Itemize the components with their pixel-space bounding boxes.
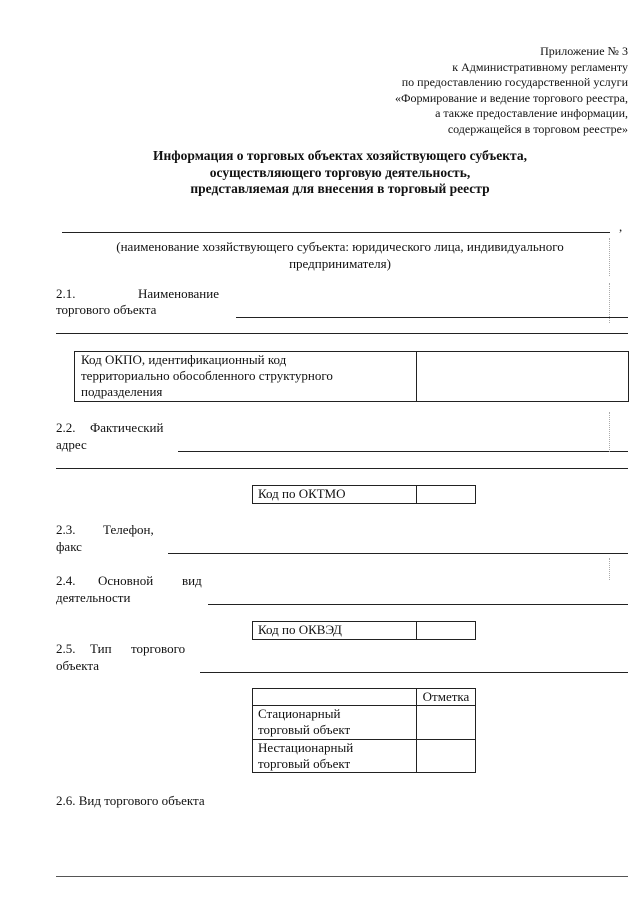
section-2-5-label-word2: торгового [131,641,186,656]
mark-cell-stationary[interactable] [417,706,475,738]
section-2-3-label: Телефон, [103,522,154,537]
scan-artifact [609,283,610,323]
appendix-line: а также предоставление информации, [435,106,628,120]
section-2-4-label-line2: деятельности [56,590,131,605]
section-2-6-label: 2.6. Вид торгового объекта [56,793,205,808]
okved-label: Код по ОКВЭД [258,622,342,637]
title-line: Информация о торговых объектах хозяйствующего субъекта, [153,148,527,163]
type-row-stationary [258,706,350,738]
okpo-label-line: территориально обособленного структурного [81,368,333,383]
section-2-1-label-line2: торгового объекта [56,302,157,317]
type-row-label: Нестационарный [258,740,354,755]
section-2-2-field[interactable] [178,451,628,452]
section-2-4-field[interactable] [208,604,628,605]
section-2-4-label: Основной [98,573,154,588]
mark-column-header: Отметка [422,689,470,704]
subject-comma: , [619,219,623,234]
okved-value-cell[interactable] [417,622,475,639]
section-2-2-label: Фактический [90,420,164,435]
title-line: представляемая для внесения в торговый реестр [190,181,490,196]
appendix-line: содержащейся в торговом реестре» [447,121,628,136]
section-2-2-number: 2.2. [56,420,76,435]
section-2-3-number: 2.3. [56,522,76,537]
subject-name-line[interactable] [62,232,610,233]
section-2-5-field[interactable] [200,672,628,673]
section-2-1-field[interactable] [236,317,628,318]
section-2-4-number: 2.4. [56,573,76,588]
subject-caption-line: предпринимателя) [289,256,391,271]
subject-caption-line: (наименование хозяйствующего субъекта: юридического лица, индивидуального [116,239,564,254]
title-line: осуществляющего торговую деятельность, [209,164,471,180]
scan-artifact [609,238,610,276]
section-2-5-label-line2: объекта [56,658,100,673]
okpo-label-line: Код ОКПО, идентификационный код [81,352,287,367]
appendix-header [395,44,628,137]
okpo-value-cell[interactable] [417,352,628,401]
appendix-line: по предоставлению государственной услуги [401,75,628,89]
oktmo-label: Код по ОКТМО [258,486,346,501]
section-2-5-label: Тип [90,641,112,656]
subject-caption [60,238,620,272]
section-2-1-number: 2.1. [56,286,76,301]
okpo-label [81,352,333,400]
type-row-nonstationary [258,740,353,772]
section-2-2-label-line2: адрес [56,437,87,452]
appendix-line: Приложение № 3 [540,44,628,58]
type-row-label: Стационарный [258,706,341,721]
section-2-1-label: Наименование [138,286,219,301]
type-row-label: торговый объект [258,722,351,737]
section-2-3-label-line2: факс [56,539,82,554]
appendix-line: «Формирование и ведение торгового реестра, [394,90,628,105]
scan-artifact [609,558,610,580]
section-2-1-field-line2[interactable] [56,333,628,334]
mark-cell-nonstationary[interactable] [417,740,475,772]
section-2-4-label-word2: вид [182,573,202,588]
oktmo-value-cell[interactable] [417,486,475,503]
document-title [60,148,620,198]
type-row-label: торговый объект [258,756,351,771]
section-2-5-number: 2.5. [56,641,76,656]
appendix-line: к Административному регламенту [452,59,628,74]
okpo-label-line: подразделения [81,384,163,399]
section-2-2-field-line2[interactable] [56,468,628,469]
section-2-3-field[interactable] [168,553,628,554]
scan-artifact [609,412,610,452]
bottom-rule [56,876,628,877]
